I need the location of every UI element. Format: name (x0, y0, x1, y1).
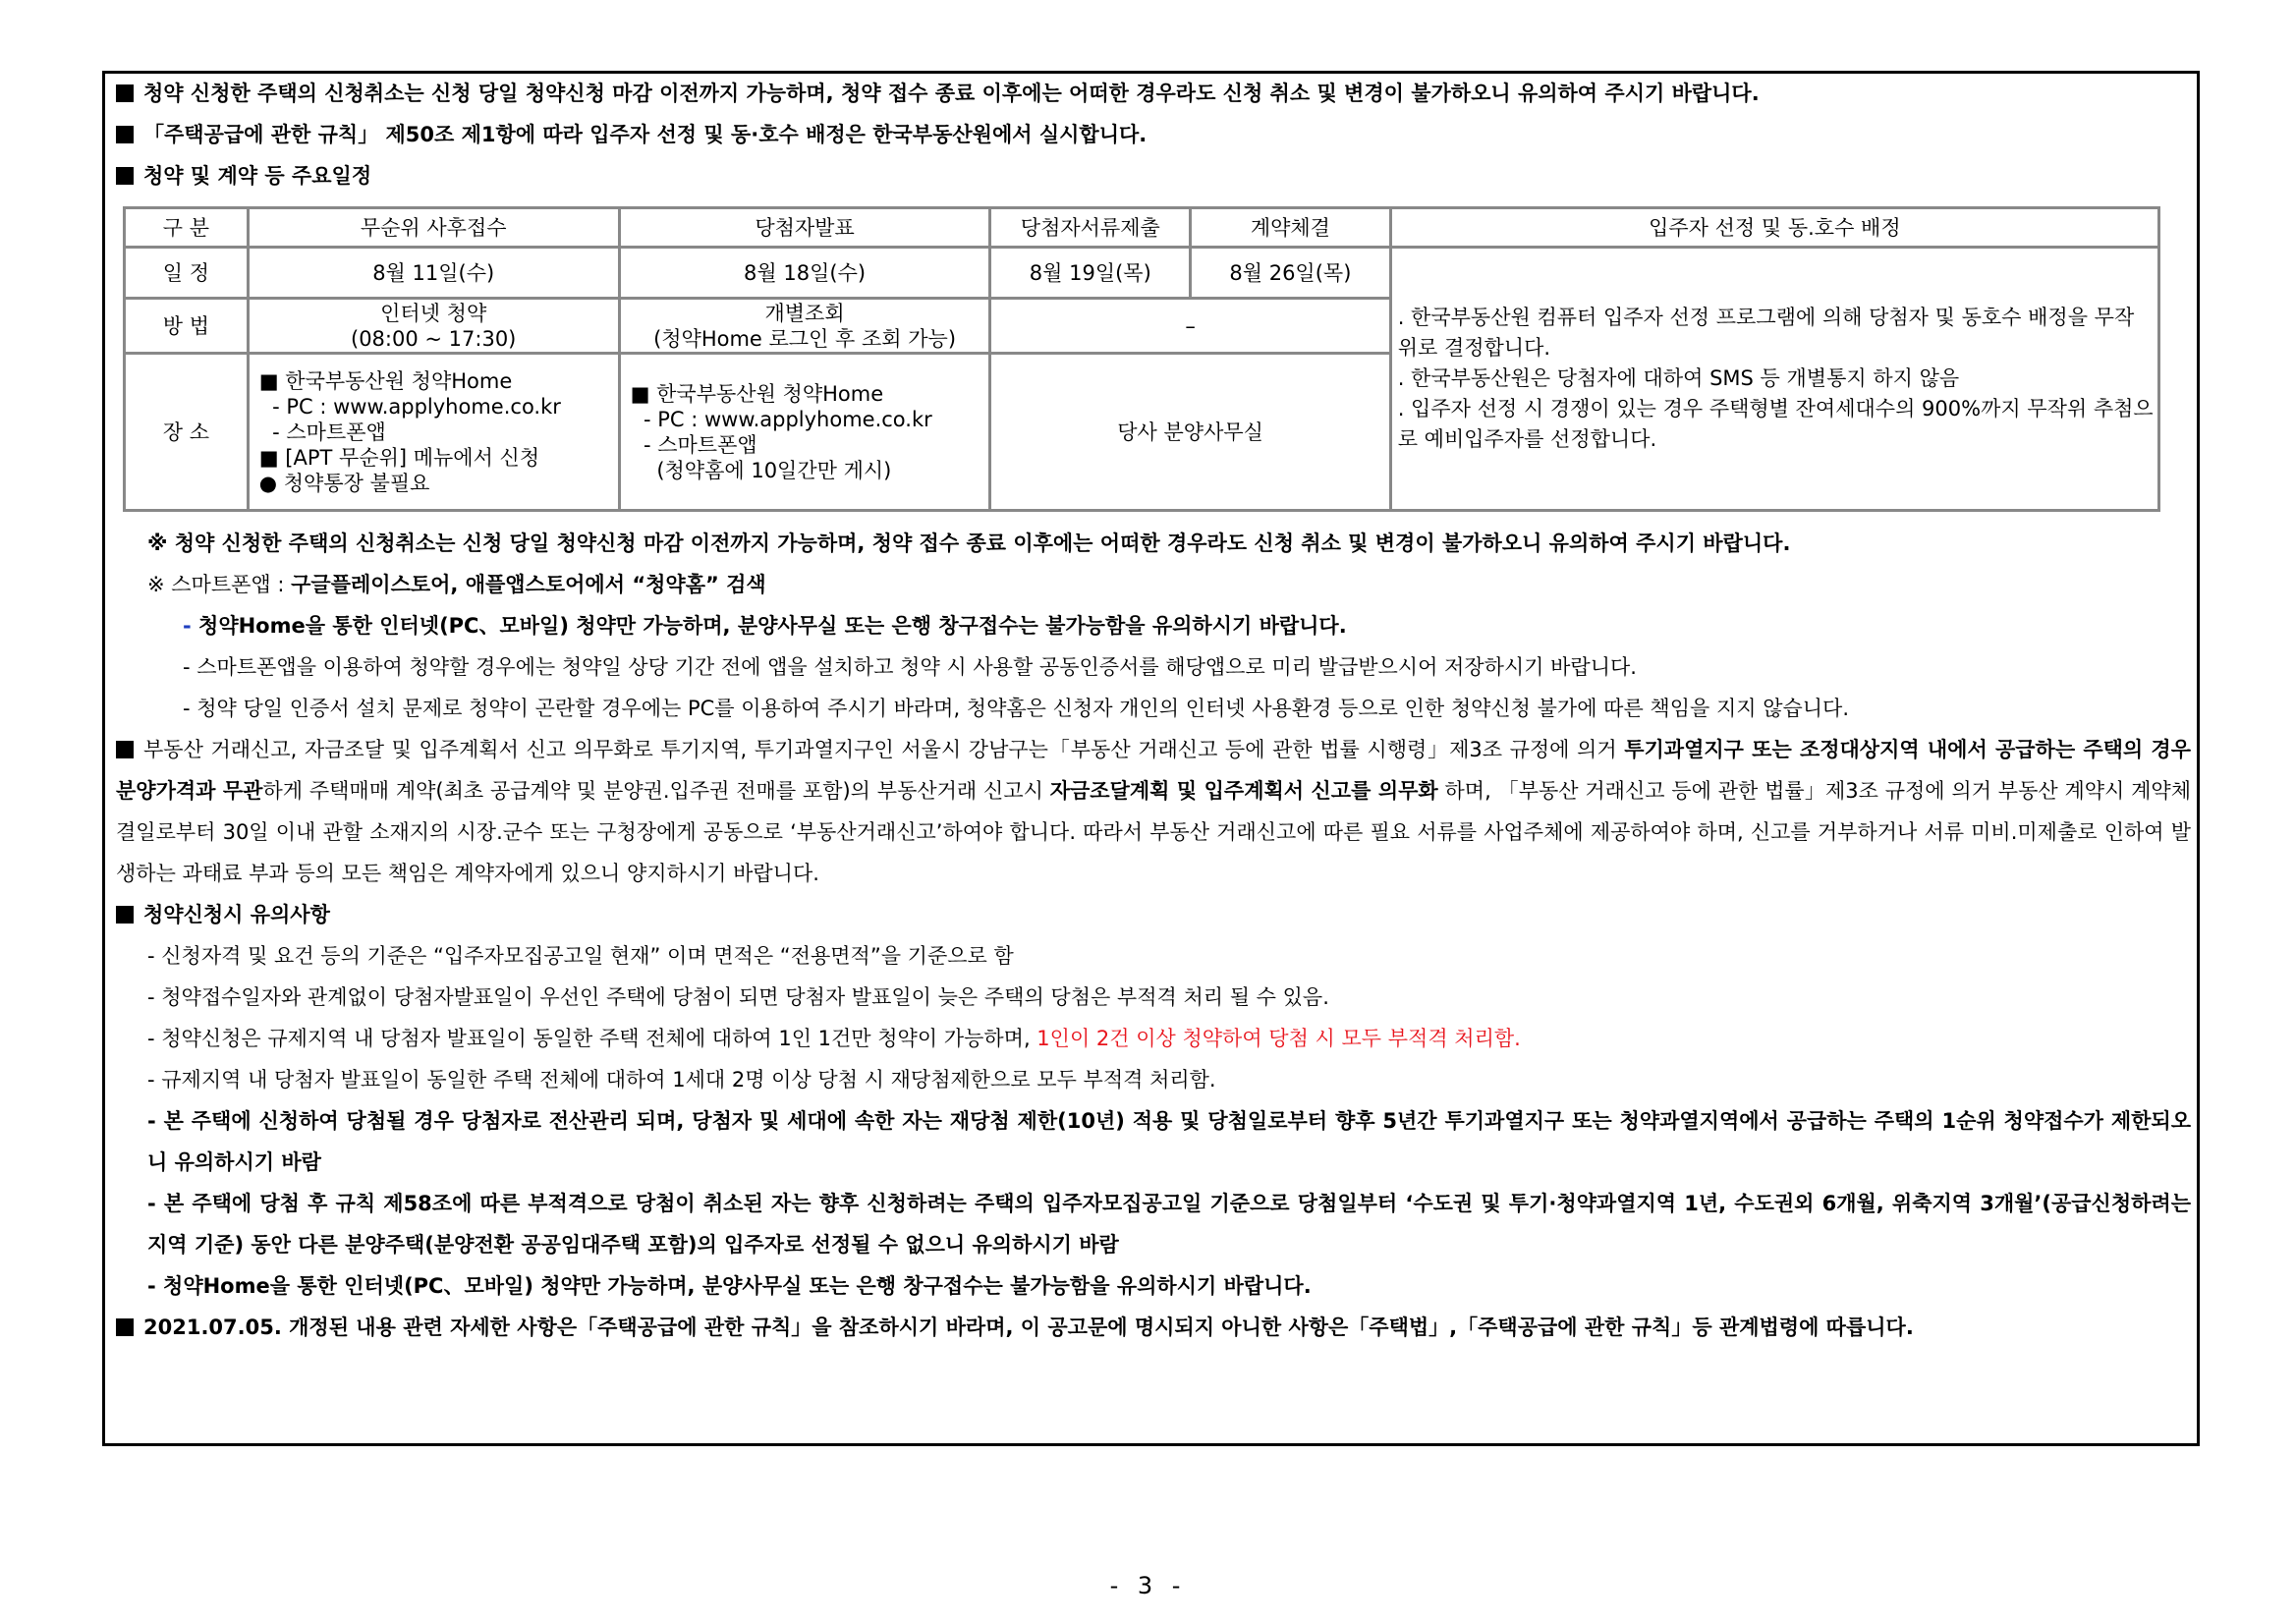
intro-line-rule: 「주택공급에 관한 규칙」 제50조 제1항에 따라 입주자 선정 및 동·호수 배정은 한국부동산원에서 실시합니다. (116, 114, 2197, 155)
intro-line-cancel: 청약 신청한 주택의 신청취소는 신청 당일 청약신청 마감 이전까지 가능하며, 청약 접수 종료 이후에는 어떠한 경우라도 신청 취소 및 변경이 불가하오니 유의하여 주시기 바랍니다. (116, 73, 2197, 114)
note-certificate: - 스마트폰앱을 이용하여 청약할 경우에는 청약일 상당 기간 전에 앱을 설치하고 청약 시 사용할 공동인증서를 해당앱으로 미리 발급받으시어 저장하시기 바랍니다. (183, 655, 1637, 679)
note-responsibility: - 청약 당일 인증서 설치 문제로 청약이 곤란할 경우에는 PC를 이용하여 주시기 바라며, 청약홈은 신청자 개인의 인터넷 사용환경 등으로 인한 청약신청 불가에 따른 책임을 지지 않습니다. (183, 697, 1850, 720)
schedule-header-row (125, 208, 2159, 248)
method-documents-contract: – (990, 299, 1390, 354)
caution-item: - 본 주택에 신청하여 당첨될 경우 당첨자로 전산관리 되며, 당첨자 및 세대에 속한 자는 재당첨 제한(10년) 적용 및 당첨일로부터 향후 5년간 투기과열지구 또는 청약과열지역에서 공급하는 주택의 1순위 청약접수가 제한되오니 유의하시기 바람 (147, 1109, 2191, 1174)
bullet-square-icon (116, 84, 134, 102)
date-application: 8월 11일(수) (248, 248, 619, 299)
caution-item: - 청약Home을 통한 인터넷(PC、모바일) 청약만 가능하며, 분양사무실 또는 은행 창구접수는 불가능함을 유의하시기 바랍니다. (147, 1274, 1312, 1298)
row-label-place: 장 소 (125, 354, 249, 511)
method-application-hours: (08:00 ~ 17:30) (351, 326, 517, 351)
date-contract: 8월 26일(목) (1191, 248, 1391, 299)
place-application-line: - 스마트폰앱 (258, 420, 386, 444)
header-announcement: 당첨자발표 (619, 208, 990, 248)
header-assignment: 입주자 선정 및 동.호수 배정 (1390, 208, 2158, 248)
date-documents: 8월 19일(목) (990, 248, 1191, 299)
final-note: 2021.07.05. 개정된 내용 관련 자세한 사항은「주택공급에 관한 규칙」을 참조하시기 바라며, 이 공고문에 명시되지 아니한 사항은「주택법」,「주택공급에 관한 규칙」등 관계법령에 따릅니다. (116, 1307, 2197, 1348)
place-application-line: - PC : www.applyhome.co.kr (258, 394, 561, 419)
bullet-square-icon (116, 906, 134, 924)
realestate-paragraph: 부동산 거래신고, 자금조달 및 입주계획서 신고 의무화로 투기지역, 투기과열지구인 서울시 강남구는「부동산 거래신고 등에 관한 법률 시행령」제3조 규정에 의거 투기과열지구 또는 조정대상지역 내에서 공급하는 주택의 경우 분양가격과 무관하게 주택매매 계약(최초 공급계약 및 분양권.입주권 전매를 포함)의 부동산거래 신고시 자금조달계획 및 입주계획서 신고를 의무화 하며, 「부동산 거래신고 등에 관한 법률」제3조 규정에 의거 부동산 계약시 계약체결일로부터 30일 이내 관할 소재지의 시장.군수 또는 구청장에게 공동으로 ‘부동산거래신고’하여야 합니다. 따라서 부동산 거래신고에 따른 필요 서류를 사업주체에 제공하여야 하며, 신고를 거부하거나 서류 미비.미제출로 인하여 발생하는 과태료 부과 등의 모든 책임은 계약자에게 있으니 양지하시기 바랍니다. (116, 738, 2192, 885)
bullet-square-icon (116, 741, 134, 758)
bullet-square-icon (116, 167, 134, 185)
method-announcement (619, 299, 990, 354)
row-label-method: 방 법 (125, 299, 249, 354)
caution-item: - 본 주택에 당첨 후 규칙 제58조에 따른 부적격으로 당첨이 취소된 자는 향후 신청하려는 주택의 입주자모집공고일 기준으로 당첨일부터 ‘수도권 및 투기·청약과열지역 1년, 수도권외 6개월, 위축지역 3개월’(공급신청하려는 지역 기준) 동안 다른 분양주택(분양전환 공공임대주택 포함)의 입주자로 선정될 수 없으니 유의하시기 바람 (147, 1192, 2191, 1257)
schedule-date-row (125, 248, 2159, 299)
note-app: ※ 스마트폰앱 : 구글플레이스토어, 애플앱스토어에서 “청약홈” 검색 (147, 573, 766, 596)
method-announcement-note: (청약Home 로그인 후 조회 가능) (653, 326, 957, 351)
caution-item: - 규제지역 내 당첨자 발표일이 동일한 주택 전체에 대하여 1세대 2명 이상 당첨 시 재당첨제한으로 모두 부적격 처리함. (147, 1068, 1216, 1092)
note-online-only: - 청약Home을 통한 인터넷(PC、모바일) 청약만 가능하며, 분양사무실 또는 은행 창구접수는 불가능함을 유의하시기 바랍니다. (183, 614, 1347, 638)
header-documents: 당첨자서류제출 (990, 208, 1191, 248)
place-application-line: ■ [APT 무순위] 메뉴에서 신청 (258, 445, 540, 470)
assignment-cell (1390, 248, 2158, 511)
schedule-table (123, 206, 2160, 512)
intro-line-schedule-title: 청약 및 계약 등 주요일정 (116, 155, 2197, 196)
place-application-line: ● 청약통장 불필요 (258, 471, 430, 495)
place-announcement-line: - 스마트폰앱 (630, 432, 757, 457)
caution-title: 청약신청시 유의사항 (116, 894, 2197, 935)
place-application-line: ■ 한국부동산원 청약Home (258, 368, 513, 393)
method-application-line: 인터넷 청약 (380, 301, 487, 325)
caution-item: - 청약신청은 규제지역 내 당첨자 발표일이 동일한 주택 전체에 대하여 1인 1건만 청약이 가능하며, 1인이 2건 이상 청약하여 당첨 시 모두 부적격 처리함. (147, 1027, 1521, 1050)
place-announcement (619, 354, 990, 511)
notice-content (116, 73, 2197, 196)
header-category: 구 분 (125, 208, 249, 248)
note-cancel: ※ 청약 신청한 주택의 신청취소는 신청 당일 청약신청 마감 이전까지 가능하며, 청약 접수 종료 이후에는 어떠한 경우라도 신청 취소 및 변경이 불가하오니 유의하여 주시기 바랍니다. (147, 532, 1791, 555)
place-documents-contract: 당사 분양사무실 (990, 354, 1390, 511)
notes-section (116, 523, 2197, 1348)
place-announcement-line: (청약홈에 10일간만 게시) (630, 458, 892, 482)
row-label-date: 일 정 (125, 248, 249, 299)
place-announcement-line: - PC : www.applyhome.co.kr (630, 407, 932, 431)
bullet-square-icon (116, 126, 134, 143)
place-announcement-line: ■ 한국부동산원 청약Home (630, 381, 884, 406)
caution-item: - 신청자격 및 요건 등의 기준은 “입주자모집공고일 현재” 이며 면적은 “전용면적”을 기준으로 함 (147, 944, 1014, 968)
method-announcement-line: 개별조회 (764, 301, 845, 325)
assignment-item: . 한국부동산원은 당첨자에 대하여 SMS 등 개별통지 하지 않음 (1397, 366, 1960, 390)
method-application (248, 299, 619, 354)
page-number: - 3 - (1109, 1572, 1187, 1599)
assignment-item: . 한국부동산원 컴퓨터 입주자 선정 프로그램에 의해 당첨자 및 동호수 배정을 무작위로 결정합니다. (1397, 306, 2135, 360)
caution-item: - 청약접수일자와 관계없이 당첨자발표일이 우선인 주택에 당첨이 되면 당첨자 발표일이 늦은 주택의 당첨은 부적격 처리 될 수 있음. (147, 985, 1329, 1009)
date-announcement: 8월 18일(수) (619, 248, 990, 299)
assignment-item: . 입주자 선정 시 경쟁이 있는 경우 주택형별 잔여세대수의 900%까지 무작위 추첨으로 예비입주자를 선정합니다. (1397, 397, 2154, 451)
place-application (248, 354, 619, 511)
header-application: 무순위 사후접수 (248, 208, 619, 248)
header-contract: 계약체결 (1191, 208, 1391, 248)
bullet-square-icon (116, 1318, 134, 1336)
